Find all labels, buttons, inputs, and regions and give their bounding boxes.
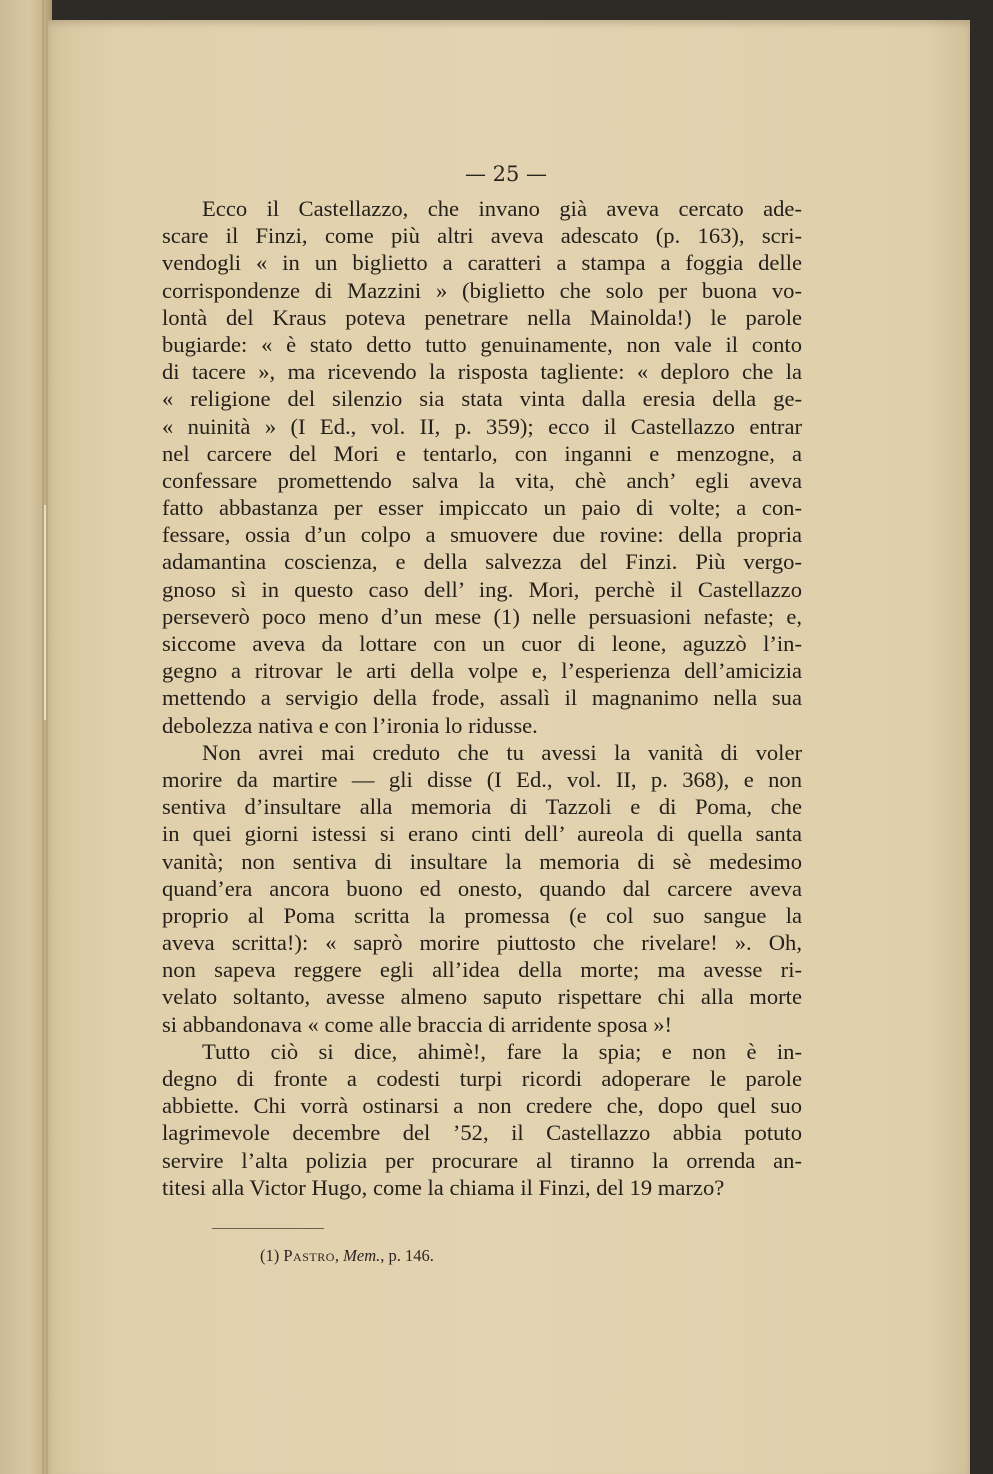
book-page [48,20,970,1474]
text-line: nel carcere del Mori e tentarlo, con inganni e menzogne, a [162,440,802,466]
text-line: confessare promettendo salva la vita, chè anch’ egli aveva [162,467,802,493]
text-line: « religione del silenzio sia stata vinta dalla eresia della ge- [162,386,802,412]
text-line: velato soltanto, avesse almeno saputo rispettare chi alla morte [162,984,802,1010]
text-line: corrispondenze di Mazzini » (biglietto che solo per buona vo- [162,277,802,303]
text-line: debolezza nativa e con l’ironia lo ridusse. [162,712,538,738]
text-line: fessare, ossia d’un colpo a smuovere due rovine: della propria [162,522,802,548]
text-line: non sapeva reggere egli all’idea della morte; ma avesse ri- [162,957,802,983]
text-line: adamantina coscienza, e della salvezza del Finzi. Più vergo- [162,549,802,575]
text-line: siccome aveva da lottare con un cuor di leone, aguzzò l’in- [162,631,802,656]
footnote: (1) Pastro, Mem., p. 146. [260,1246,434,1265]
text-line: sentiva d’insultare alla memoria di Tazzoli e di Poma, che [162,794,802,820]
text-line: vendogli « in un biglietto a caratteri a stampa a foggia delle [162,250,802,276]
text-line: abbiette. Chi vorrà ostinarsi a non credere che, dopo quel suo [162,1093,802,1119]
paragraph-1 [162,195,802,739]
footnote-title: Mem. [343,1246,381,1265]
text-line: gegno a ritrovar le arti della volpe e, l’esperienza dell’amicizia [162,658,802,684]
text-line: degno di fronte a codesti turpi ricordi adoperare le parole [162,1066,802,1091]
text-line: quand’era ancora buono ed onesto, quando dal carcere aveva [162,875,802,901]
text-line: vanità; non sentiva di insultare la memoria di sè medesimo [162,848,802,874]
binding-thread [44,505,46,720]
text-line: scare il Finzi, come più altri aveva adescato (p. 163), scri- [162,223,802,249]
footnote-page-ref: , p. 146. [380,1246,434,1265]
text-line: di tacere », ma ricevendo la risposta tagliente: « deploro che la [162,359,802,385]
body-text [162,195,802,1201]
text-line: lagrimevole decembre del ’52, il Castellazzo abbia potuto [162,1120,802,1146]
footnote-rule [212,1228,324,1229]
text-line: bugiarde: « è stato detto tutto genuinamente, non vale il conto [162,331,802,357]
paragraph-2 [162,739,802,1038]
text-line: morire da martire — gli disse (I Ed., vol. II, p. 368), e non [162,766,802,792]
page-number: — 25 — [464,162,548,186]
binding-gutter [42,0,44,1474]
text-line: aveva scritta!): « saprò morire piuttosto che rivelare! ». Oh, [162,930,802,956]
text-line: Tutto ciò si dice, ahimè!, fare la spia; e non è in- [202,1038,802,1064]
text-line: si abbandonava « come alle braccia di arridente sposa »! [162,1011,673,1037]
text-line: servire l’alta polizia per procurare al tiranno la orrenda an- [162,1147,802,1173]
text-line: « nuinità » (I Ed., vol. II, p. 359); ecco il Castellazzo entrar [162,413,802,439]
text-line: in quei giorni istessi si erano cinti dell’ aureola di quella santa [162,821,802,847]
text-line: fatto abbastanza per esser impiccato un paio di volte; a con- [162,495,802,521]
previous-page-edge [0,0,52,1474]
text-line: titesi alla Victor Hugo, come la chiama il Finzi, del 19 marzo? [162,1174,725,1200]
paragraph-3 [162,1038,802,1201]
text-line: mettendo a servigio della frode, assalì il magnanimo nella sua [162,685,802,711]
text-line: proprio al Poma scritta la promessa (e col suo sangue la [162,902,802,928]
text-line: Non avrei mai creduto che tu avessi la vanità di voler [202,739,802,765]
footnote-marker: (1) [260,1246,280,1265]
text-line: perseverò poco meno d’un mese (1) nelle persuasioni nefaste; e, [162,603,802,629]
text-line: gnoso sì in questo caso dell’ ing. Mori, perchè il Castellazzo [162,576,802,602]
text-line: Ecco il Castellazzo, che invano già aveva cercato ade- [202,196,802,221]
text-line: lontà del Kraus poteva penetrare nella Mainolda!) le parole [162,304,802,330]
footnote-author: Pastro [283,1246,335,1265]
